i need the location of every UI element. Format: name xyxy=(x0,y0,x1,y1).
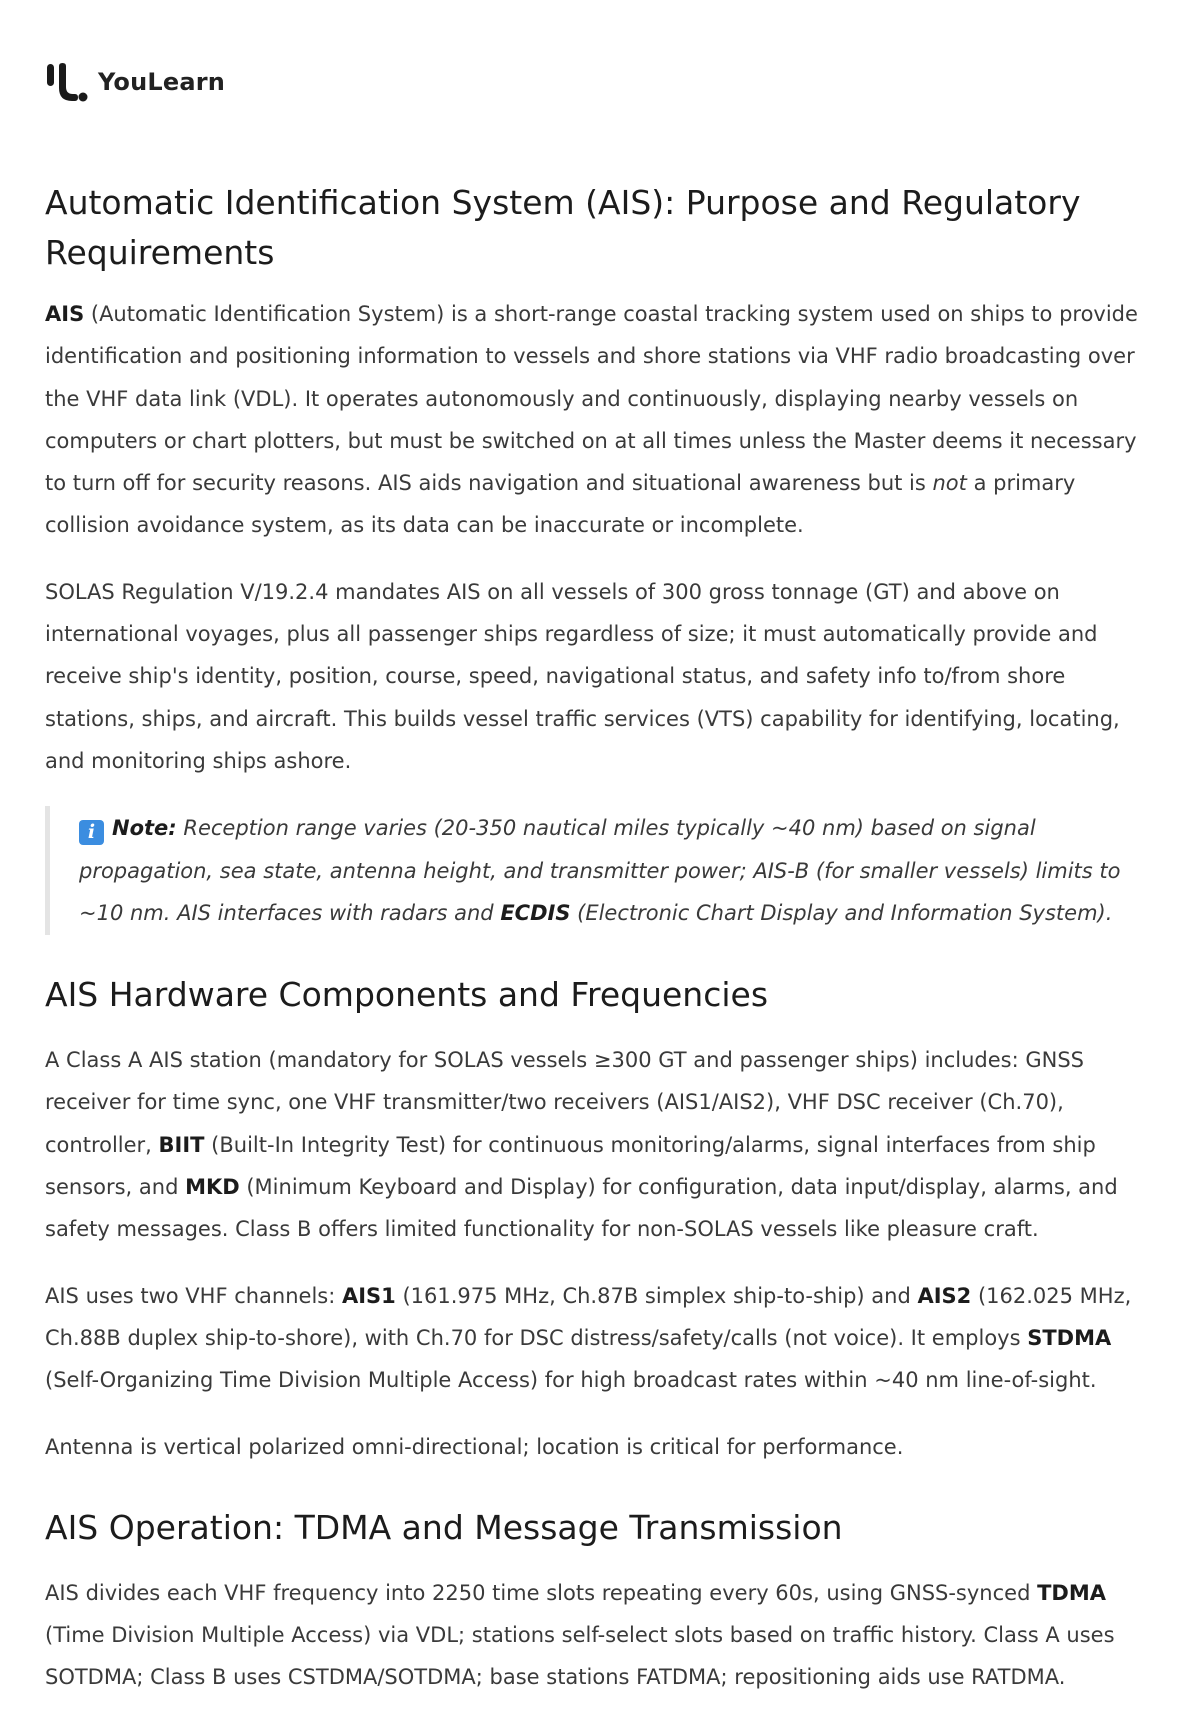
note-label: Note: xyxy=(112,816,177,841)
hardware-text-2: (Built-In Integrity Test) for continuous monitoring/alarms, signal interfaces from ship sensors, and xyxy=(45,1132,1096,1200)
term-tdma: TDMA xyxy=(1037,1580,1106,1605)
note-text-1: Reception range varies (20-350 nautical miles typically ~40 nm) based on signal propagation, sea state, antenna height, and transmitter power; AIS-B (for smaller vessels) limits to ~10 nm. AIS interfaces with radars and xyxy=(79,816,1121,925)
hardware-text-1: A Class A AIS station (mandatory for SOLAS vessels ≥300 GT and passenger ships) includes: GNSS receiver for time sync, one VHF transmitter/two receivers (AIS1/AIS2), VHF DSC receiver (Ch.70), controller, xyxy=(45,1048,1084,1157)
article xyxy=(45,178,1157,1723)
section-heading-operation: AIS Operation: TDMA and Message Transmission xyxy=(45,1507,843,1547)
channels-text-3: (162.025 MHz, Ch.88B duplex ship-to-shore), with Ch.70 for DSC distress/safety/calls (not voice). It employs xyxy=(45,1283,1132,1350)
intro-text-2: a primary collision avoidance system, as its data can be inaccurate or incomplete. xyxy=(45,471,1076,538)
brand-logo[interactable] xyxy=(45,60,225,104)
channels-text-4: (Self-Organizing Time Division Multiple Access) for high broadcast rates within ~40 nm line-of-sight. xyxy=(45,1368,1097,1393)
brand-name: YouLearn xyxy=(98,68,226,96)
channels-text-2: (161.975 MHz, Ch.87B simplex ship-to-ship) and xyxy=(395,1283,918,1308)
term-ais2: AIS2 xyxy=(917,1283,972,1308)
note-callout xyxy=(45,806,1157,935)
term-biit: BIIT xyxy=(158,1132,205,1157)
tdma-paragraph xyxy=(45,1572,1157,1699)
note-paragraph xyxy=(79,807,1157,934)
antenna-paragraph: Antenna is vertical polarized omni-directional; location is critical for performance. xyxy=(45,1434,904,1459)
channels-text-1: AIS uses two VHF channels: xyxy=(45,1283,342,1308)
term-mkd: MKD xyxy=(185,1175,240,1200)
term-stdma: STDMA xyxy=(1027,1325,1112,1350)
section-heading-hardware: AIS Hardware Components and Frequencies xyxy=(45,975,769,1015)
term-ecdis: ECDIS xyxy=(500,900,571,925)
info-icon: i xyxy=(79,820,104,845)
solas-paragraph: SOLAS Regulation V/19.2.4 mandates AIS on all vessels of 300 gross tonnage (GT) and above on international voyages, plus all passenger ships regardless of size; it must automatically provide and receive ship's identity, position, course, speed, navigational status, and safety info to/from shore stations, ships, and aircraft. This builds vessel traffic services (VTS) capability for identifying, locating, and monitoring ships ashore. xyxy=(45,579,1120,773)
channels-paragraph xyxy=(45,1275,1157,1402)
hardware-paragraph xyxy=(45,1039,1157,1250)
term-ais: AIS xyxy=(45,302,85,326)
page-title: Automatic Identification System (AIS): Purpose and Regulatory Requirements xyxy=(45,183,1081,272)
intro-paragraph xyxy=(45,293,1157,547)
tdma-text-1: AIS divides each VHF frequency into 2250 time slots repeating every 60s, using GNSS-synced xyxy=(45,1580,1038,1605)
youlearn-logo-icon xyxy=(45,60,89,104)
tdma-text-2: (Time Division Multiple Access) via VDL; stations self-select slots based on traffic history. Class A uses SOTDMA; Class B uses CSTDMA/SOTDMA; base stations FATDMA; repositioning aids use RATDMA. xyxy=(45,1623,1115,1690)
note-text-2: (Electronic Chart Display and Information System). xyxy=(570,900,1113,925)
emphasis-not: not xyxy=(932,471,967,496)
hardware-text-3: (Minimum Keyboard and Display) for configuration, data input/display, alarms, and safety messages. Class B offers limited functionality for non-SOLAS vessels like pleasure craft. xyxy=(45,1175,1118,1242)
term-ais1: AIS1 xyxy=(341,1283,396,1308)
intro-text-1: (Automatic Identification System) is a short-range coastal tracking system used on ships to provide identification and positioning information to vessels and shore stations via VHF radio broadcasting over the VHF data link (VDL). It operates autonomously and continuously, displaying nearby vessels on computers or chart plotters, but must be switched on at all times unless the Master deems it necessary to turn off for security reasons. AIS aids navigation and situational awareness but is xyxy=(45,302,1138,496)
